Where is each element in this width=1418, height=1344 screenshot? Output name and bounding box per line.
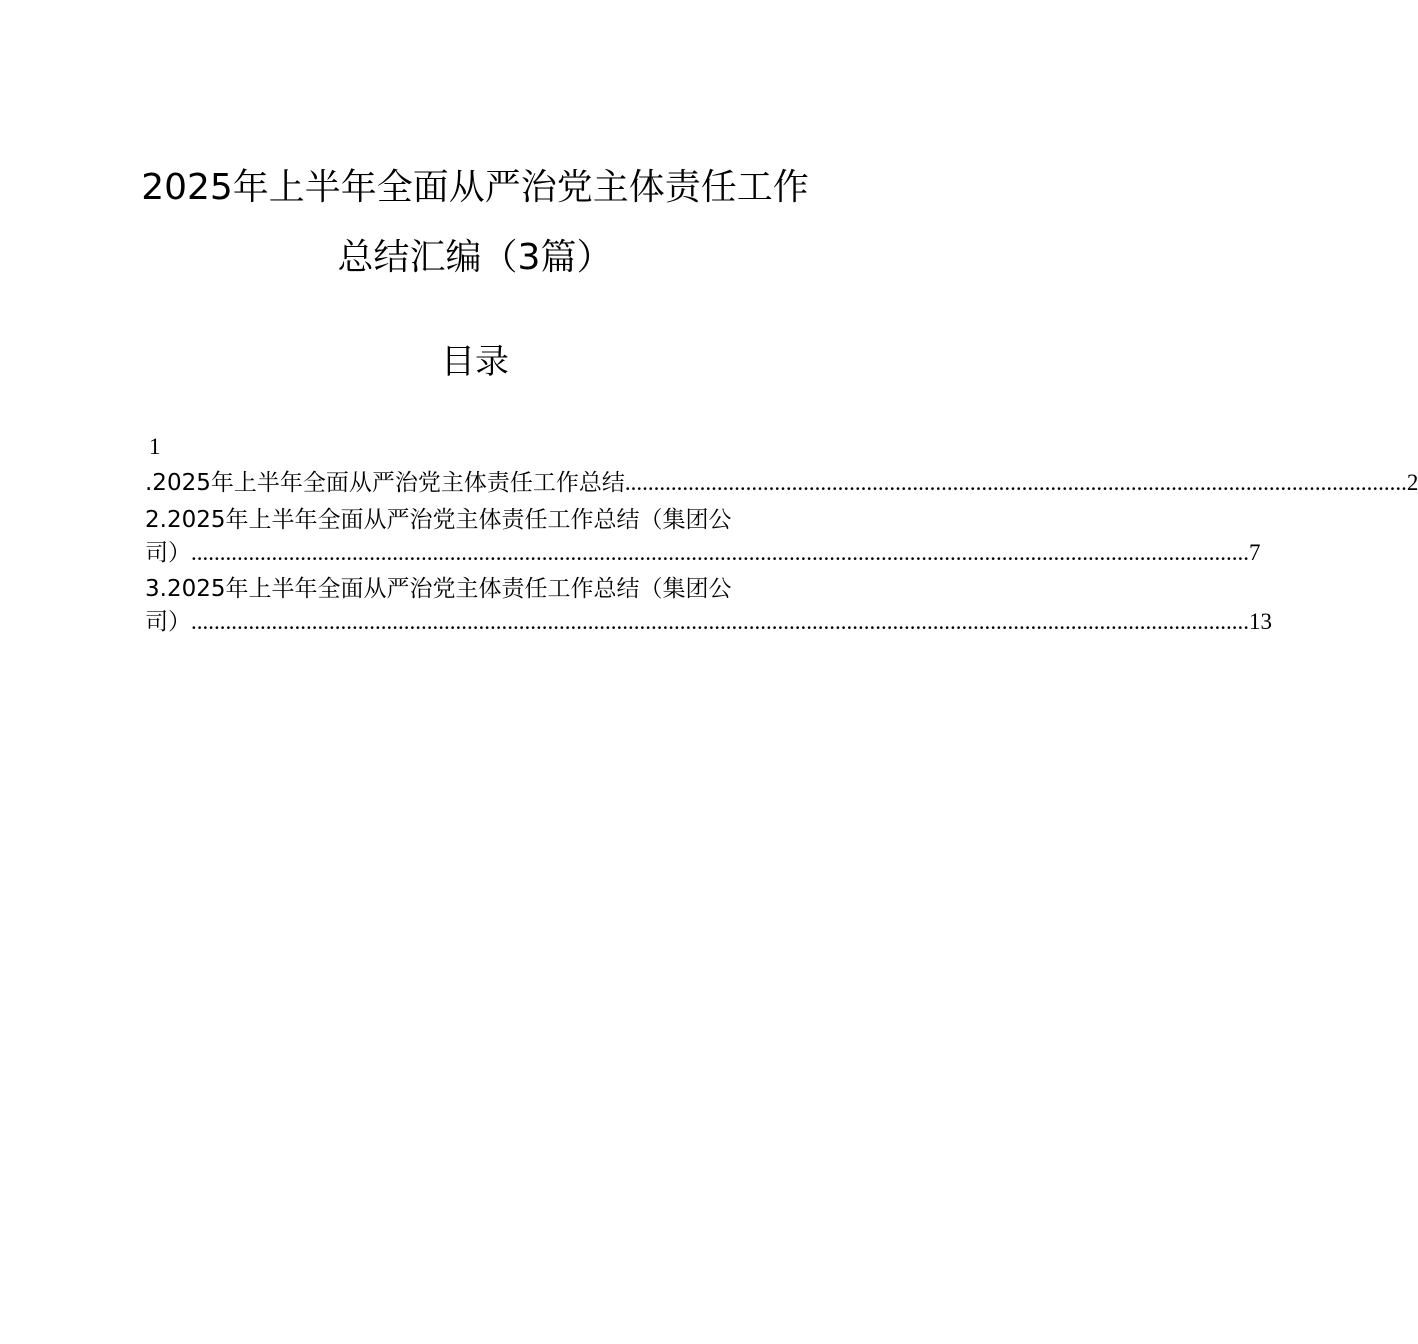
toc-entry-1[interactable] bbox=[145, 466, 1418, 500]
toc-entry-3-page: 13 bbox=[1249, 609, 1272, 634]
toc-heading: 目录 bbox=[441, 342, 509, 382]
toc-entry-3-title-line-1[interactable]: 3.2025年上半年全面从严治党主体责任工作总结（集团公 bbox=[145, 576, 732, 602]
toc-entry-2-leader: ........................................................................................................................................................................................ bbox=[191, 540, 1249, 565]
toc-entry-2-page: 7 bbox=[1249, 540, 1261, 565]
toc-entry-3-leader: ........................................................................................................................................................................................ bbox=[191, 609, 1249, 634]
toc-entry-2-title-line-1[interactable]: 2.2025年上半年全面从严治党主体责任工作总结（集团公 bbox=[145, 507, 732, 533]
document-title-line-2: 总结汇编（3篇） bbox=[337, 237, 613, 278]
toc-entry-1-leader: ........................................................................................................................................ bbox=[624, 470, 1407, 495]
toc-entry-3-title-line-2: 司） bbox=[145, 609, 191, 635]
toc-entry-1-number[interactable]: 1 bbox=[149, 434, 161, 459]
toc-entry-2-title-line-2: 司） bbox=[145, 540, 191, 566]
document-title-line-1: 2025年上半年全面从严治党主体责任工作 bbox=[141, 167, 809, 208]
toc-entry-1-page: 2 bbox=[1406, 470, 1418, 495]
toc-entry-1-title: .2025年上半年全面从严治党主体责任工作总结 bbox=[145, 470, 625, 496]
toc-entry-2[interactable] bbox=[145, 536, 1261, 570]
toc-entry-3[interactable] bbox=[145, 605, 1272, 639]
